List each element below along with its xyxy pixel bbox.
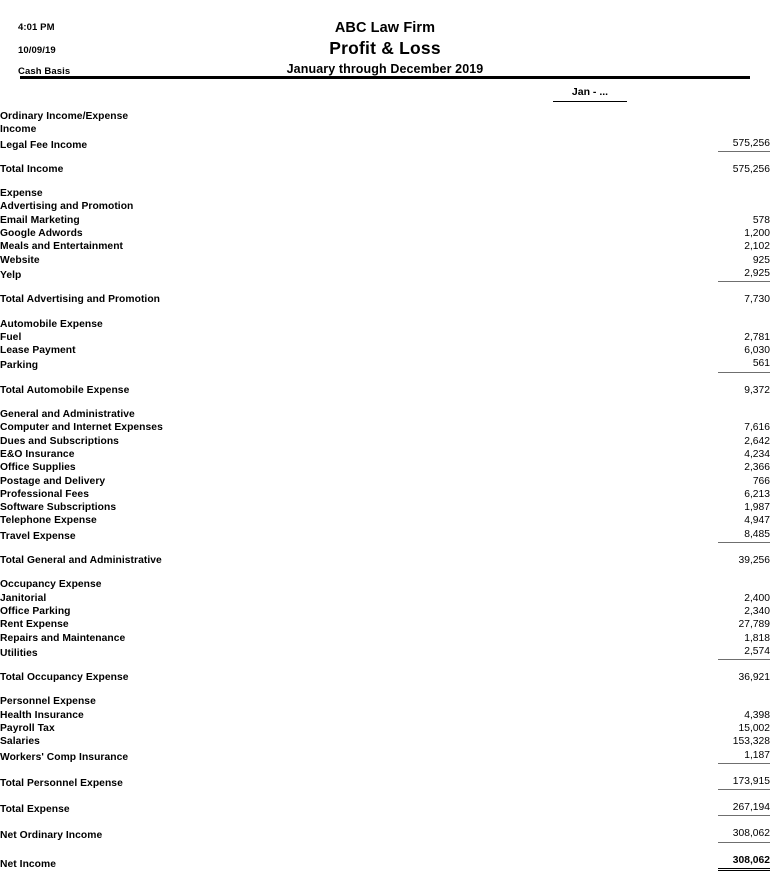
row-amount	[570, 123, 770, 136]
table-row	[0, 854, 770, 871]
report-header	[0, 0, 770, 77]
table-row	[0, 227, 770, 240]
row-label: E&O Insurance	[0, 448, 75, 460]
row-spacer	[0, 764, 770, 775]
row-label: Dues and Subscriptions	[0, 435, 119, 447]
row-label: Google Adwords	[0, 228, 83, 240]
row-amount	[570, 137, 770, 152]
amount-value: 6,213	[744, 488, 770, 500]
row-label: Email Marketing	[0, 214, 80, 226]
row-amount	[570, 554, 770, 567]
row-label: Total Expense	[0, 804, 70, 816]
row-label: Office Parking	[0, 605, 71, 617]
amount-value: 575,256	[732, 163, 770, 175]
row-amount	[570, 854, 770, 871]
table-row	[0, 735, 770, 748]
row-label: Computer and Internet Expenses	[0, 422, 163, 434]
table-row	[0, 435, 770, 448]
amount-value: 173,915	[718, 775, 770, 790]
amount-value: 153,328	[732, 736, 770, 748]
row-amount	[570, 254, 770, 267]
table-row	[0, 214, 770, 227]
amount-value: 1,818	[744, 632, 770, 644]
table-row	[0, 722, 770, 735]
column-header-period: Jan - ...	[553, 86, 627, 102]
row-amount	[570, 592, 770, 605]
table-row	[0, 421, 770, 434]
row-spacer	[0, 684, 770, 695]
report-titles	[0, 20, 770, 76]
table-row	[0, 187, 770, 200]
row-label: Advertising and Promotion	[0, 201, 134, 213]
row-amount	[570, 421, 770, 434]
row-spacer	[0, 307, 770, 318]
table-row	[0, 475, 770, 488]
row-spacer	[0, 373, 770, 384]
row-amount	[570, 357, 770, 372]
row-label: Health Insurance	[0, 709, 84, 721]
amount-value: 575,256	[718, 137, 770, 152]
table-row	[0, 344, 770, 357]
row-label: Total General and Administrative	[0, 555, 162, 567]
report-period: January through December 2019	[286, 62, 484, 76]
row-label: Parking	[0, 360, 39, 372]
row-label: Fuel	[0, 331, 22, 343]
row-label: Payroll Tax	[0, 722, 55, 734]
table-row	[0, 501, 770, 514]
row-amount	[570, 605, 770, 618]
amount-value: 1,187	[718, 749, 770, 764]
row-label: Personnel Expense	[0, 696, 96, 708]
pl-table	[0, 110, 770, 871]
pl-table-body	[0, 110, 770, 871]
table-row	[0, 357, 770, 372]
amount-value: 561	[718, 357, 770, 372]
column-header-row	[0, 76, 770, 110]
table-row	[0, 293, 770, 306]
row-label: Occupancy Expense	[0, 579, 102, 591]
row-amount	[570, 461, 770, 474]
row-spacer	[0, 567, 770, 578]
amount-value: 308,062	[718, 827, 770, 842]
amount-value: 4,234	[744, 448, 770, 460]
row-amount	[570, 408, 770, 421]
amount-value: 308,062	[718, 854, 770, 871]
amount-value: 2,781	[744, 331, 770, 343]
row-label: Meals and Entertainment	[0, 241, 124, 253]
amount-value: 578	[752, 214, 770, 226]
row-label: Website	[0, 254, 40, 266]
amount-value: 1,987	[744, 502, 770, 514]
amount-value: 766	[752, 475, 770, 487]
row-amount	[570, 827, 770, 842]
row-amount	[570, 240, 770, 253]
table-row	[0, 554, 770, 567]
table-row	[0, 110, 770, 123]
table-row	[0, 709, 770, 722]
amount-value: 925	[752, 254, 770, 266]
row-spacer	[0, 816, 770, 827]
row-amount	[570, 801, 770, 816]
table-row	[0, 592, 770, 605]
print-time: 4:01 PM	[18, 22, 55, 33]
table-row	[0, 514, 770, 527]
amount-value: 267,194	[718, 801, 770, 816]
row-amount	[570, 214, 770, 227]
row-label: Yelp	[0, 269, 22, 281]
table-row	[0, 488, 770, 501]
amount-value: 1,200	[744, 228, 770, 240]
table-row	[0, 163, 770, 176]
table-row	[0, 254, 770, 267]
row-amount	[570, 267, 770, 282]
row-amount	[570, 293, 770, 306]
row-label: Telephone Expense	[0, 515, 97, 527]
row-label: Expense	[0, 188, 43, 200]
company-name: ABC Law Firm	[334, 20, 436, 36]
row-amount	[570, 618, 770, 631]
table-row	[0, 331, 770, 344]
row-spacer	[0, 660, 770, 671]
table-row	[0, 137, 770, 152]
table-row	[0, 408, 770, 421]
table-row	[0, 605, 770, 618]
row-spacer	[0, 152, 770, 163]
amount-value: 9,372	[744, 384, 770, 396]
row-amount	[570, 163, 770, 176]
row-amount	[570, 645, 770, 660]
amount-value: 36,921	[738, 672, 770, 684]
row-amount	[570, 227, 770, 240]
row-amount	[570, 187, 770, 200]
table-row	[0, 749, 770, 764]
row-amount	[570, 695, 770, 708]
row-label: Total Automobile Expense	[0, 384, 130, 396]
amount-value: 2,340	[744, 605, 770, 617]
table-row	[0, 461, 770, 474]
row-label: Total Income	[0, 163, 64, 175]
row-amount	[570, 514, 770, 527]
row-label: Salaries	[0, 736, 40, 748]
row-label: Rent Expense	[0, 619, 69, 631]
table-row	[0, 695, 770, 708]
row-label: Office Supplies	[0, 462, 76, 474]
row-label: Income	[0, 124, 37, 136]
row-label: Workers' Comp Insurance	[0, 751, 129, 763]
table-row	[0, 578, 770, 591]
row-amount	[570, 709, 770, 722]
row-label: Lease Payment	[0, 345, 76, 357]
row-amount	[570, 331, 770, 344]
row-amount	[570, 448, 770, 461]
report-title: Profit & Loss	[329, 38, 441, 58]
row-amount	[570, 632, 770, 645]
row-label: General and Administrative	[0, 409, 135, 421]
row-amount	[570, 501, 770, 514]
table-row	[0, 448, 770, 461]
row-amount	[570, 722, 770, 735]
row-label: Total Personnel Expense	[0, 777, 123, 789]
print-date: 10/09/19	[18, 45, 56, 56]
row-label: Travel Expense	[0, 530, 76, 542]
amount-value: 4,398	[744, 709, 770, 721]
row-spacer	[0, 397, 770, 408]
table-row	[0, 267, 770, 282]
table-row	[0, 618, 770, 631]
row-amount	[570, 110, 770, 123]
row-label: Postage and Delivery	[0, 475, 106, 487]
table-row	[0, 645, 770, 660]
table-row	[0, 827, 770, 842]
row-label: Net Income	[0, 858, 57, 870]
row-label: Software Subscriptions	[0, 502, 117, 514]
row-amount	[570, 528, 770, 543]
amount-value: 2,366	[744, 462, 770, 474]
row-label: Total Occupancy Expense	[0, 672, 129, 684]
table-row	[0, 775, 770, 790]
row-amount	[570, 475, 770, 488]
row-amount	[570, 344, 770, 357]
amount-value: 27,789	[738, 619, 770, 631]
table-row	[0, 384, 770, 397]
amount-value: 15,002	[738, 722, 770, 734]
row-amount	[570, 671, 770, 684]
table-row	[0, 318, 770, 331]
row-amount	[570, 488, 770, 501]
row-spacer	[0, 843, 770, 854]
amount-value: 2,102	[744, 241, 770, 253]
amount-value: 8,485	[718, 528, 770, 543]
row-label: Legal Fee Income	[0, 139, 88, 151]
table-row	[0, 200, 770, 213]
row-label: Ordinary Income/Expense	[0, 111, 129, 122]
amount-value: 7,616	[744, 422, 770, 434]
table-row	[0, 240, 770, 253]
row-label: Net Ordinary Income	[0, 830, 103, 842]
row-amount	[570, 200, 770, 213]
amount-value: 2,400	[744, 592, 770, 604]
row-label: Professional Fees	[0, 488, 89, 500]
amount-value: 2,642	[744, 435, 770, 447]
row-label: Janitorial	[0, 592, 47, 604]
row-amount	[570, 318, 770, 331]
amount-value: 7,730	[744, 294, 770, 306]
row-amount	[570, 775, 770, 790]
table-row	[0, 671, 770, 684]
row-amount	[570, 578, 770, 591]
amount-value: 4,947	[744, 515, 770, 527]
row-label: Utilities	[0, 647, 38, 659]
table-row	[0, 123, 770, 136]
row-label: Automobile Expense	[0, 318, 103, 330]
table-row	[0, 528, 770, 543]
accounting-basis: Cash Basis	[18, 66, 71, 77]
row-spacer	[0, 176, 770, 187]
row-amount	[570, 735, 770, 748]
amount-value: 39,256	[738, 555, 770, 567]
table-row	[0, 801, 770, 816]
row-amount	[570, 435, 770, 448]
row-label: Repairs and Maintenance	[0, 632, 126, 644]
row-label: Total Advertising and Promotion	[0, 294, 161, 306]
amount-value: 2,574	[718, 645, 770, 660]
row-spacer	[0, 790, 770, 801]
row-amount	[570, 749, 770, 764]
amount-value: 6,030	[744, 345, 770, 357]
row-spacer	[0, 282, 770, 293]
row-amount	[570, 384, 770, 397]
row-spacer	[0, 543, 770, 554]
table-row	[0, 632, 770, 645]
amount-value: 2,925	[718, 267, 770, 282]
